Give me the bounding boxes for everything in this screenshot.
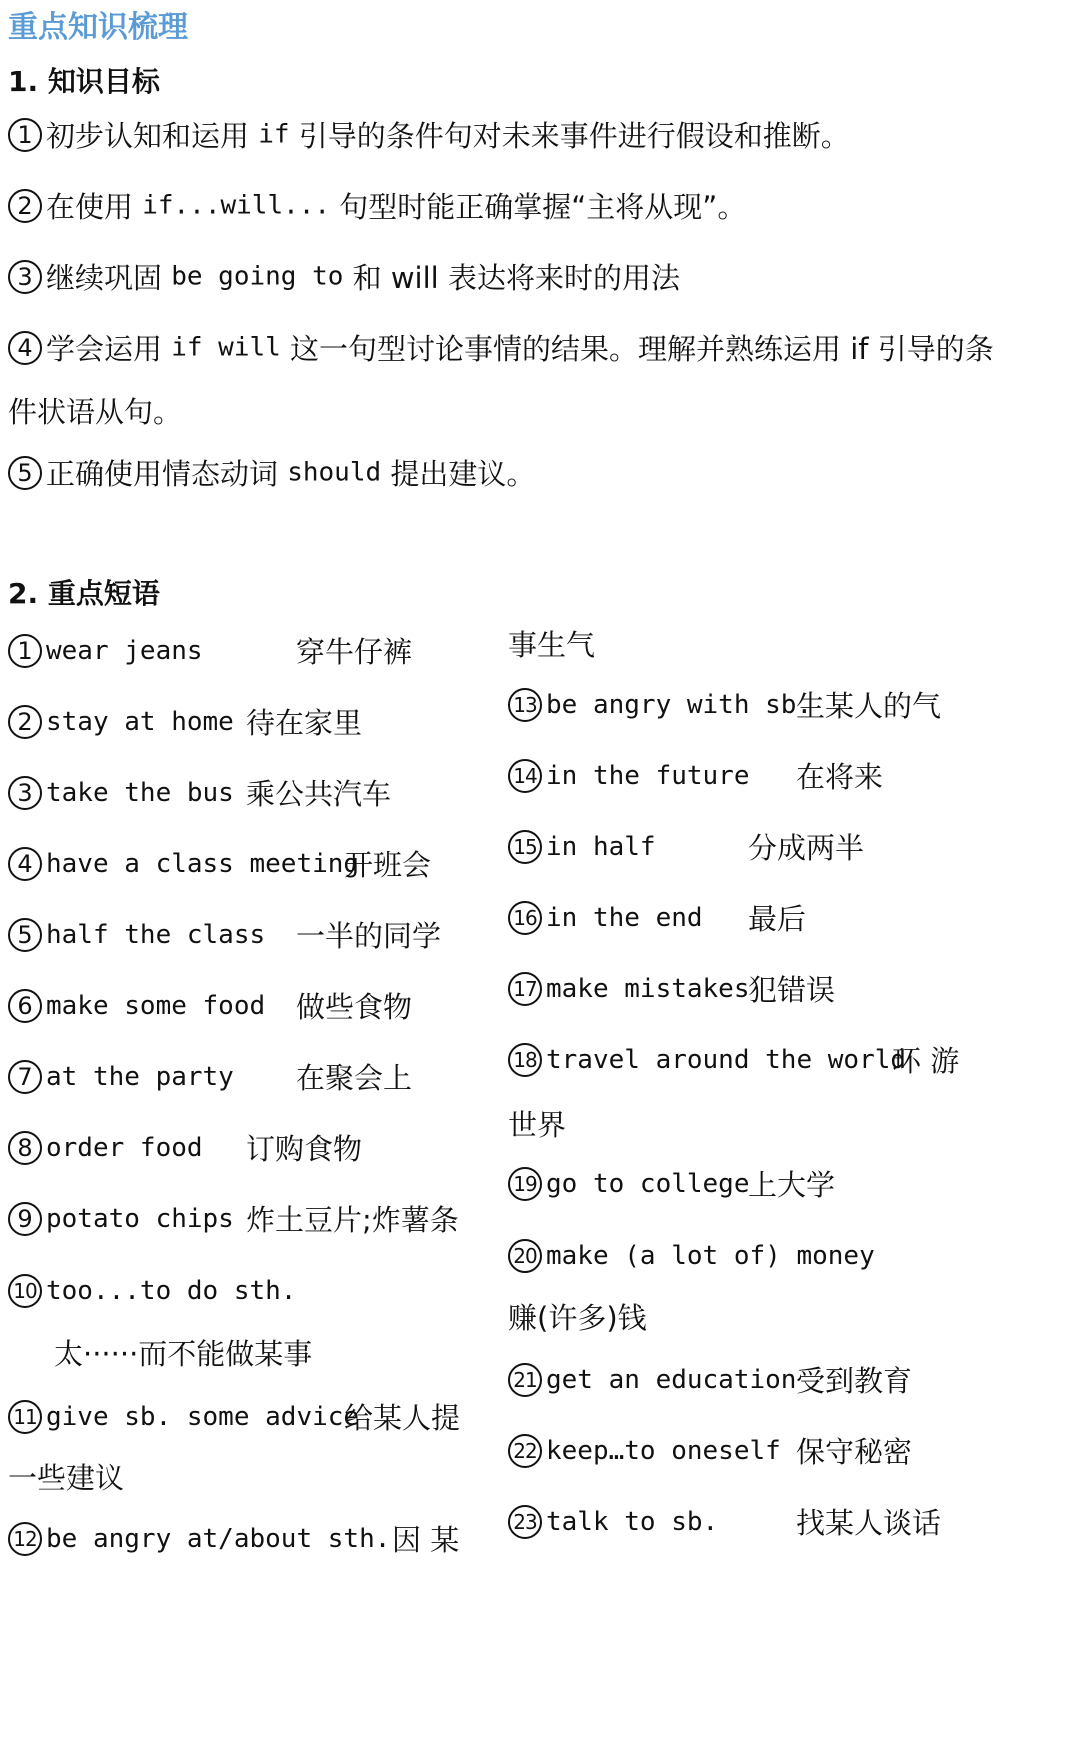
- phrase-chinese: 订购食物: [246, 1132, 363, 1166]
- phrase-row: [8, 987, 265, 1023]
- phrase-english: make some food: [46, 991, 266, 1021]
- phrase-chinese: 生某人的气: [796, 689, 942, 723]
- circled-number: 14: [508, 759, 542, 793]
- circled-number: 11: [8, 1400, 42, 1434]
- circled-number: 18: [508, 1043, 542, 1077]
- goal-line: [8, 114, 850, 155]
- goal-line: [8, 390, 182, 431]
- phrase-english: order food: [46, 1133, 203, 1163]
- phrase-english: potato chips: [46, 1204, 234, 1234]
- phrase-chinese: 事生气: [508, 628, 596, 662]
- phrase-chinese: 穿牛仔裤: [296, 635, 413, 669]
- phrase-chinese: 世界: [508, 1108, 567, 1142]
- phrase-chinese: 开班会: [344, 848, 432, 882]
- phrase-row: [8, 1129, 203, 1165]
- phrase-chinese: 在聚会上: [296, 1061, 413, 1095]
- circled-number: 23: [508, 1505, 542, 1539]
- phrase-row: [508, 1041, 906, 1077]
- circled-number: 20: [508, 1239, 542, 1273]
- goal-text: 学会运用: [46, 332, 172, 366]
- circled-number: 8: [8, 1131, 42, 1165]
- goal-code: if will: [171, 332, 281, 363]
- phrase-chinese: 最后: [748, 902, 807, 936]
- phrase-row: [8, 1200, 234, 1236]
- circled-number: 12: [8, 1522, 42, 1556]
- circled-number: 1: [8, 118, 42, 152]
- phrase-english: at the party: [46, 1062, 234, 1092]
- phrase-chinese: 乘公共汽车: [246, 777, 392, 811]
- phrase-chinese: 因 某: [392, 1523, 460, 1557]
- phrase-chinese: 犯错误: [748, 973, 836, 1007]
- phrase-row: [8, 845, 359, 881]
- phrase-row: [508, 1503, 718, 1539]
- circled-number: 3: [8, 776, 42, 810]
- circled-number: 10: [8, 1274, 42, 1308]
- phrase-row: [8, 774, 234, 810]
- circled-number: 3: [8, 260, 42, 294]
- phrase-row: [8, 1272, 296, 1308]
- goal-line: [8, 256, 680, 297]
- phrase-english: get an education: [546, 1365, 797, 1395]
- circled-number: 16: [508, 901, 542, 935]
- phrase-english: in the future: [546, 761, 750, 791]
- circled-number: 2: [8, 189, 42, 223]
- goal-text-tail: 句型时能正确掌握“主将从现”。: [330, 190, 747, 224]
- circled-number: 15: [508, 830, 542, 864]
- phrase-row: [508, 1361, 796, 1397]
- circled-number: 5: [8, 918, 42, 952]
- circled-number: 22: [508, 1434, 542, 1468]
- circled-number: 21: [508, 1363, 542, 1397]
- circled-number: 19: [508, 1167, 542, 1201]
- goal-line: [8, 185, 746, 226]
- phrase-chinese: 找某人谈话: [796, 1506, 942, 1540]
- goal-text: 正确使用情态动词: [46, 457, 288, 491]
- phrase-chinese: 一半的同学: [296, 919, 442, 953]
- phrase-chinese: 受到教育: [796, 1364, 913, 1398]
- phrase-row: [8, 632, 203, 668]
- phrase-row: [8, 916, 265, 952]
- goal-code: should: [287, 457, 382, 488]
- circled-number: 9: [8, 1202, 42, 1236]
- phrase-english: too...to do sth.: [46, 1276, 297, 1306]
- circled-number: 4: [8, 847, 42, 881]
- phrase-chinese: 给某人提: [344, 1401, 461, 1435]
- circled-number: 2: [8, 705, 42, 739]
- phrase-english: take the bus: [46, 778, 234, 808]
- phrase-chinese: 一些建议: [8, 1461, 125, 1495]
- phrase-english: travel around the world: [546, 1045, 907, 1075]
- phrase-row: [8, 1520, 390, 1556]
- goal-text-tail: 和 will 表达将来时的用法: [343, 261, 680, 295]
- phrase-english: go to college: [546, 1169, 750, 1199]
- phrase-row: [508, 1237, 875, 1273]
- phrase-english: talk to sb.: [546, 1507, 719, 1537]
- goal-text: 继续巩固: [46, 261, 172, 295]
- circled-number: 7: [8, 1060, 42, 1094]
- phrase-chinese: 炸土豆片;炸薯条: [246, 1203, 459, 1237]
- page-title: 重点知识梳理: [8, 10, 188, 45]
- phrase-english: give sb. some advice: [46, 1402, 360, 1432]
- goal-text: 件状语从句。: [8, 395, 183, 429]
- goal-code: if...will...: [142, 190, 331, 221]
- goal-text-tail: 提出建议。: [381, 457, 536, 491]
- phrase-row: [508, 686, 812, 722]
- phrase-chinese: 做些食物: [296, 990, 413, 1024]
- section-heading-knowledge-goals: 1. 知识目标: [8, 65, 160, 98]
- phrase-row: [508, 899, 703, 935]
- circled-number: 17: [508, 972, 542, 1006]
- phrase-row: [8, 1058, 234, 1094]
- phrase-row: [8, 703, 234, 739]
- phrase-row: [508, 1165, 750, 1201]
- goal-line: [8, 452, 535, 493]
- goal-code: be going to: [171, 261, 344, 292]
- phrase-english: half the class: [46, 920, 266, 950]
- circled-number: 6: [8, 989, 42, 1023]
- phrase-chinese: 待在家里: [246, 706, 363, 740]
- circled-number: 4: [8, 331, 42, 365]
- goal-text-tail: 这一句型讨论事情的结果。理解并熟练运用 if 引导的条: [280, 332, 994, 366]
- phrase-chinese: 环 游: [892, 1044, 960, 1078]
- phrase-row: [508, 970, 750, 1006]
- phrase-row: [508, 1432, 781, 1468]
- phrase-row: [508, 828, 656, 864]
- goal-text: 在使用: [46, 190, 143, 224]
- goal-code: if: [258, 119, 290, 150]
- section-heading-key-phrases: 2. 重点短语: [8, 577, 160, 610]
- phrase-chinese: 在将来: [796, 760, 884, 794]
- phrase-english: stay at home: [46, 707, 234, 737]
- phrase-english: in half: [546, 832, 656, 862]
- phrase-english: make (a lot of) money: [546, 1241, 875, 1271]
- goal-line: [8, 327, 994, 368]
- circled-number: 5: [8, 456, 42, 490]
- goal-text-tail: 引导的条件句对未来事件进行假设和推断。: [289, 119, 850, 153]
- phrase-english: be angry at/about sth.: [46, 1524, 391, 1554]
- phrase-chinese: 赚(许多)钱: [508, 1301, 647, 1335]
- phrase-english: be angry with sb.: [546, 690, 813, 720]
- phrase-chinese: 上大学: [748, 1168, 836, 1202]
- phrase-english: in the end: [546, 903, 703, 933]
- circled-number: 1: [8, 634, 42, 668]
- phrase-english: make mistakes: [546, 974, 750, 1004]
- circled-number: 13: [508, 688, 542, 722]
- goal-text: 初步认知和运用: [46, 119, 259, 153]
- phrase-english: wear jeans: [46, 636, 203, 666]
- phrase-chinese: 太······而不能做某事: [54, 1337, 313, 1371]
- phrase-row: [508, 757, 750, 793]
- phrase-chinese: 保守秘密: [796, 1435, 913, 1469]
- phrase-english: have a class meeting: [46, 849, 360, 879]
- phrase-chinese: 分成两半: [748, 831, 865, 865]
- phrase-english: keep…to oneself: [546, 1436, 781, 1466]
- phrase-row: [8, 1398, 359, 1434]
